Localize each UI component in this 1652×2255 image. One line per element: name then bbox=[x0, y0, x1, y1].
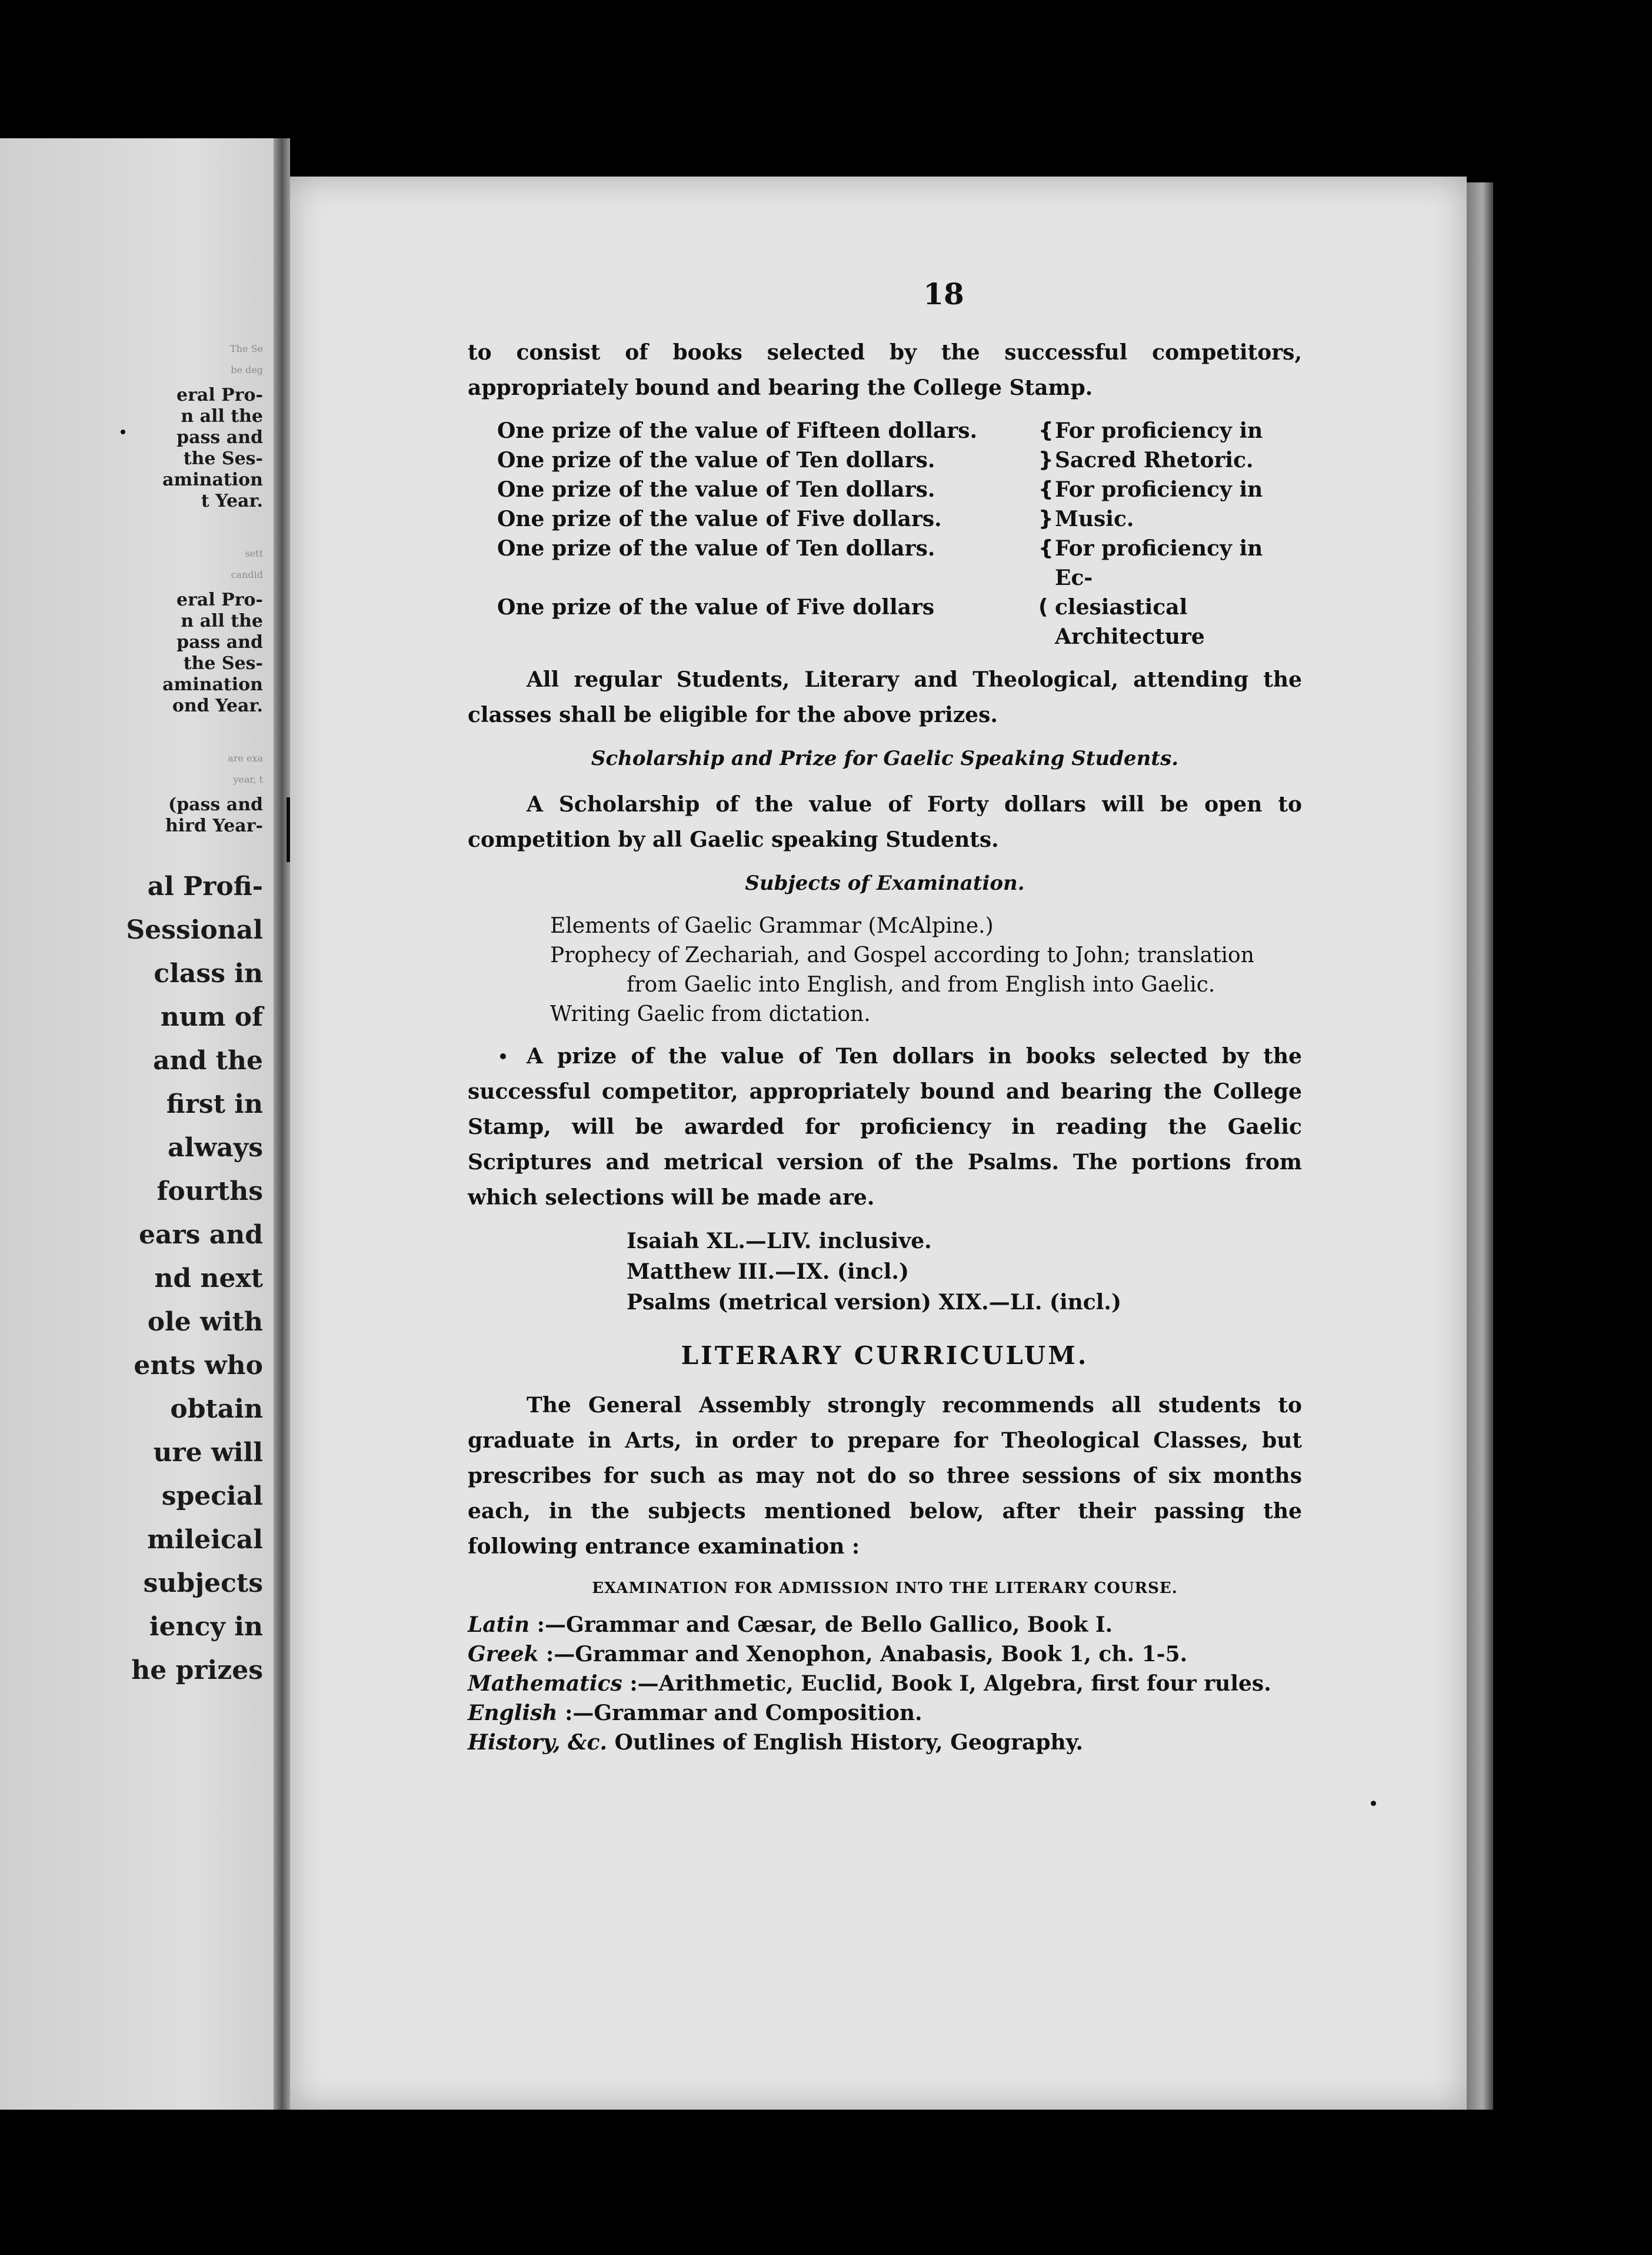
exam-separator: :— bbox=[538, 1642, 575, 1667]
left-fragment-line: hird Year- bbox=[165, 816, 263, 836]
prize-description: One prize of the value of Ten dollars. bbox=[497, 477, 935, 502]
exam-heading: EXAMINATION FOR ADMISSION INTO THE LITERARY COURSE. bbox=[592, 1579, 1178, 1597]
left-fragment-line: num of bbox=[160, 1002, 263, 1032]
exam-row bbox=[468, 1698, 1302, 1728]
subject-item: Prophecy of Zechariah, and Gospel according to John; translation from Gaelic into English, and from English into Gaelic. bbox=[550, 943, 1254, 997]
passage-item: Isaiah XL.—LIV. inclusive. bbox=[627, 1229, 932, 1253]
book-gutter bbox=[274, 138, 290, 2110]
left-fragment-line: always bbox=[168, 1133, 263, 1163]
left-fragment-line: Sessional bbox=[126, 915, 263, 945]
exam-separator: :— bbox=[557, 1701, 594, 1725]
left-page-fragment bbox=[0, 138, 274, 2110]
exam-subject: English bbox=[468, 1701, 558, 1725]
left-fragment-line: pass and bbox=[176, 427, 263, 448]
left-fragment-line: nd next bbox=[154, 1263, 263, 1293]
passages-list bbox=[627, 1226, 1302, 1318]
left-fragment-line: he prizes bbox=[131, 1655, 263, 1685]
left-fragment-line: and the bbox=[153, 1046, 263, 1076]
left-fragment-line: are exa bbox=[228, 753, 263, 764]
left-fragment-line: amination bbox=[162, 470, 263, 490]
brace-mark: { bbox=[1038, 477, 1054, 501]
page-number: 18 bbox=[923, 277, 964, 311]
exam-details: Grammar and Cæsar, de Bello Gallico, Book I. bbox=[565, 1612, 1113, 1637]
left-fragment-line: The Se bbox=[230, 343, 263, 354]
left-fragment-line: iency in bbox=[149, 1612, 263, 1642]
left-fragment-line: (pass and bbox=[168, 794, 263, 815]
prize-purpose: clesiastical Architecture bbox=[1055, 595, 1205, 649]
brace-mark: { bbox=[1038, 418, 1054, 443]
ink-speck bbox=[500, 1053, 506, 1059]
left-fragment-line: t Year. bbox=[201, 491, 263, 511]
exam-details: Grammar and Composition. bbox=[594, 1701, 922, 1725]
prize-list bbox=[497, 416, 1302, 651]
left-fragment-line: subjects bbox=[143, 1568, 263, 1598]
left-fragment-line: ents who bbox=[134, 1351, 263, 1381]
eligibility-paragraph: All regular Students, Literary and Theological, attending the classes shall be eligible for the above prizes. bbox=[468, 667, 1302, 727]
subjects-heading: Subjects of Examination. bbox=[745, 872, 1025, 895]
left-fragment-line: the Ses- bbox=[183, 653, 263, 674]
prize-description: One prize of the value of Ten dollars. bbox=[497, 448, 935, 473]
prize-description: One prize of the value of Fifteen dollars. bbox=[497, 418, 977, 443]
prize-purpose: For proficiency in bbox=[1055, 477, 1263, 502]
subject-item: Writing Gaelic from dictation. bbox=[550, 1002, 871, 1026]
left-fragment-line: first in bbox=[166, 1089, 263, 1119]
exam-details: Grammar and Xenophon, Anabasis, Book 1, ch. 1-5. bbox=[575, 1642, 1188, 1667]
exam-separator: :— bbox=[622, 1671, 659, 1696]
left-fragment-line: fourths bbox=[156, 1176, 263, 1206]
exam-row bbox=[468, 1639, 1302, 1669]
prize-description: One prize of the value of Ten dollars. bbox=[497, 536, 935, 561]
gaelic-prize-paragraph: A prize of the value of Ten dollars in books selected by the successful competitor, appropriately bound and bearing the College Stamp, will be awarded for proficiency in reading the Gaelic Scriptures and metrical version of the Psalms. The portions from which selections will be made are. bbox=[468, 1044, 1302, 1210]
exam-subjects bbox=[468, 1610, 1302, 1757]
left-fragment-line: al Profi- bbox=[147, 872, 263, 902]
brace-mark: } bbox=[1038, 448, 1054, 472]
brace-mark: } bbox=[1038, 507, 1054, 531]
exam-separator: :— bbox=[529, 1612, 566, 1637]
page-content bbox=[468, 277, 1302, 1757]
prize-description: One prize of the value of Five dollars bbox=[497, 595, 935, 620]
prize-purpose: Music. bbox=[1055, 507, 1134, 531]
exam-row bbox=[468, 1669, 1302, 1698]
left-fragment-line: be deg bbox=[231, 364, 263, 375]
passage-item: Psalms (metrical version) XIX.—LI. (incl.) bbox=[627, 1290, 1121, 1315]
prize-purpose: For proficiency in bbox=[1055, 418, 1263, 443]
left-fragment-line: the Ses- bbox=[183, 448, 263, 469]
left-fragment-line: year, t bbox=[233, 774, 263, 785]
left-fragment-line: mileical bbox=[147, 1525, 263, 1555]
left-fragment-line: class in bbox=[154, 959, 263, 989]
passage-item: Matthew III.—IX. (incl.) bbox=[627, 1259, 909, 1284]
left-fragment-line: ure will bbox=[153, 1438, 263, 1468]
exam-subject: Mathematics bbox=[468, 1671, 622, 1696]
page-edge bbox=[1467, 182, 1493, 2110]
exam-subject: History, &c. bbox=[468, 1730, 608, 1755]
left-fragment-line: amination bbox=[162, 674, 263, 695]
left-fragment-line: ole with bbox=[147, 1307, 263, 1337]
exam-row bbox=[468, 1610, 1302, 1639]
brace-mark: ( bbox=[1038, 595, 1048, 619]
prize-description: One prize of the value of Five dollars. bbox=[497, 507, 942, 531]
left-fragment-line: ond Year. bbox=[172, 696, 263, 716]
exam-subject: Greek bbox=[468, 1642, 539, 1667]
gaelic-section-heading: Scholarship and Prize for Gaelic Speaking Students. bbox=[591, 747, 1179, 770]
left-fragment-line: eral Pro- bbox=[176, 590, 263, 610]
left-fragment-line: ears and bbox=[138, 1220, 263, 1250]
left-fragment-line: sett bbox=[245, 548, 263, 559]
prize-purpose: For proficiency in Ec- bbox=[1055, 536, 1263, 590]
exam-details: Arithmetic, Euclid, Book I, Algebra, first four rules. bbox=[658, 1671, 1271, 1696]
prize-purpose: Sacred Rhetoric. bbox=[1055, 448, 1254, 473]
brace-mark: { bbox=[1038, 536, 1054, 560]
curriculum-paragraph: The General Assembly strongly recommends all students to graduate in Arts, in order to prepare for Theological Classes, but prescribes for such as may not do so three sessions of six months each, in the subjects mentioned below, after their passing the following entrance examination : bbox=[468, 1393, 1302, 1559]
subjects-list bbox=[550, 912, 1302, 1029]
left-fragment-line: n all the bbox=[181, 611, 263, 631]
left-fragment-line: candid bbox=[231, 569, 263, 580]
left-fragment-line: obtain bbox=[170, 1394, 263, 1424]
left-fragment-line: eral Pro- bbox=[176, 385, 263, 405]
curriculum-heading: LITERARY CURRICULUM. bbox=[681, 1341, 1089, 1370]
left-fragment-line: n all the bbox=[181, 406, 263, 427]
ink-speck bbox=[1371, 1801, 1376, 1806]
exam-row bbox=[468, 1728, 1302, 1757]
left-fragment-line: pass and bbox=[176, 632, 263, 653]
exam-subject: Latin bbox=[468, 1612, 530, 1637]
exam-separator bbox=[607, 1730, 615, 1755]
subject-item: Elements of Gaelic Grammar (McAlpine.) bbox=[550, 914, 994, 938]
scholarship-paragraph: A Scholarship of the value of Forty dollars will be open to competition by all Gaelic speaking Students. bbox=[468, 792, 1302, 852]
ink-speck bbox=[121, 430, 125, 434]
exam-details: Outlines of English History, Geography. bbox=[614, 1730, 1084, 1755]
left-fragment-line: special bbox=[161, 1481, 263, 1511]
opening-paragraph: to consist of books selected by the successful competitors, appropriately bound and bearing the College Stamp. bbox=[468, 340, 1302, 400]
